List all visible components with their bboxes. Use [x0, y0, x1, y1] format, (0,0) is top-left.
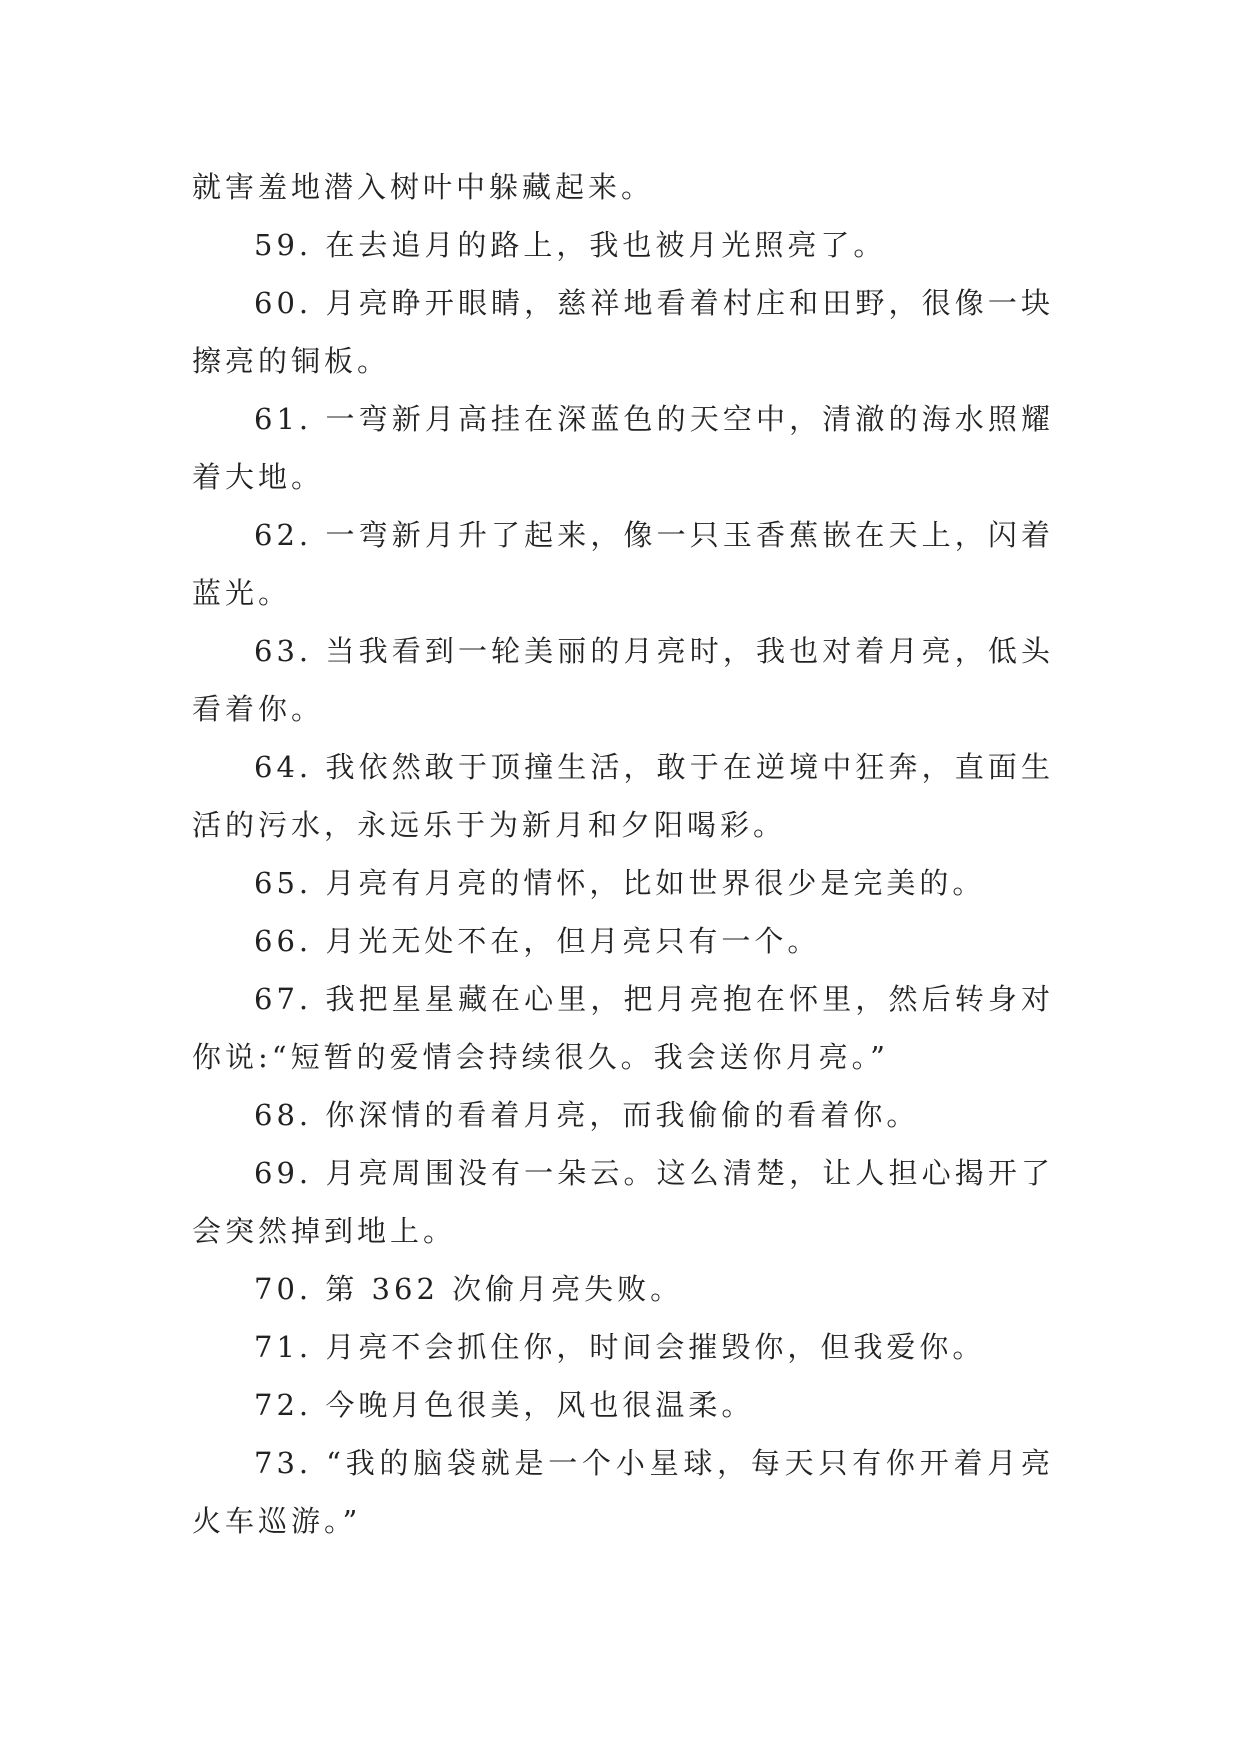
- paragraph-70: 70. 第 362 次偷月亮失败。: [254, 1272, 684, 1306]
- paragraph-60: 60. 月亮睁开眼睛，慈祥地看着村庄和田野，很像一块擦亮的铜板。: [192, 286, 1054, 378]
- paragraph-71: 71. 月亮不会抓住你，时间会摧毁你，但我爱你。: [254, 1330, 986, 1364]
- paragraph-continuation: 就害羞地潜入树叶中躲藏起来。: [192, 170, 655, 204]
- paragraph-62: 62. 一弯新月升了起来，像一只玉香蕉嵌在天上，闪着蓝光。: [192, 518, 1054, 610]
- document-body: [192, 158, 1054, 1550]
- paragraph-69: 69. 月亮周围没有一朵云。这么清楚，让人担心揭开了会突然掉到地上。: [192, 1156, 1054, 1248]
- paragraph-64: 64. 我依然敢于顶撞生活，敢于在逆境中狂奔，直面生活的污水，永远乐于为新月和夕阳喝彩。: [192, 750, 1054, 842]
- paragraph-68: 68. 你深情的看着月亮，而我偷偷的看着你。: [254, 1098, 920, 1132]
- paragraph-66: 66. 月光无处不在，但月亮只有一个。: [254, 924, 821, 958]
- paragraph-65: 65. 月亮有月亮的情怀，比如世界很少是完美的。: [254, 866, 986, 900]
- paragraph-67: 67. 我把星星藏在心里，把月亮抱在怀里，然后转身对你说:“短暂的爱情会持续很久。我会送你月亮。”: [192, 982, 1054, 1074]
- paragraph-72: 72. 今晚月色很美，风也很温柔。: [254, 1388, 755, 1422]
- paragraph-63: 63. 当我看到一轮美丽的月亮时，我也对着月亮，低头看着你。: [192, 634, 1054, 726]
- paragraph-61: 61. 一弯新月高挂在深蓝色的天空中，清澈的海水照耀着大地。: [192, 402, 1054, 494]
- paragraph-59: 59. 在去追月的路上，我也被月光照亮了。: [254, 228, 887, 262]
- paragraph-73: 73. “我的脑袋就是一个小星球，每天只有你开着月亮火车巡游。”: [192, 1446, 1054, 1538]
